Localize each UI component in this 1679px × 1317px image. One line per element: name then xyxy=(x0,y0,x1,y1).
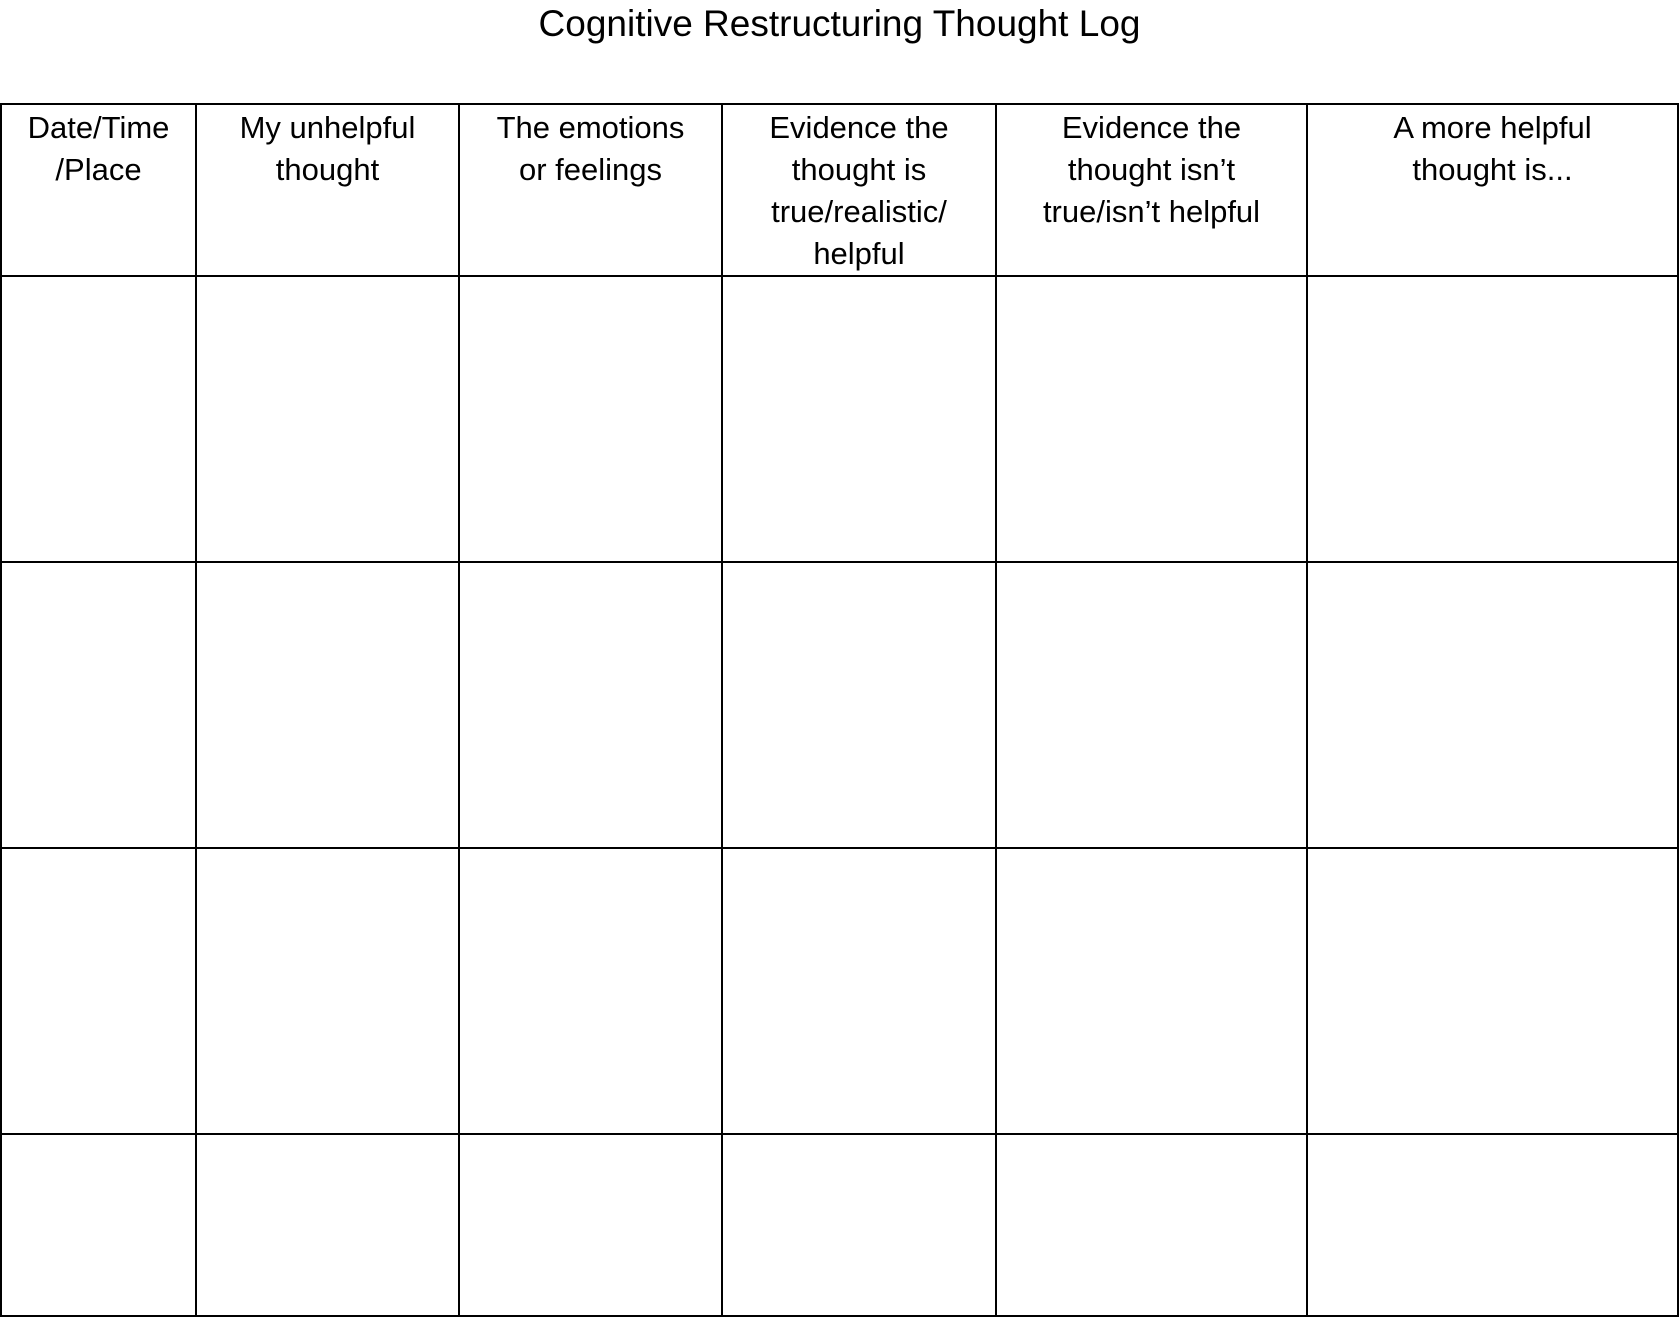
table-row xyxy=(1,276,1678,562)
cell-emotions-feelings[interactable] xyxy=(459,848,722,1134)
cell-unhelpful-thought[interactable] xyxy=(196,1134,459,1316)
column-header-evidence-true: Evidence the thought is true/realistic/ helpful xyxy=(722,104,996,276)
cell-helpful-thought[interactable] xyxy=(1307,562,1678,848)
cell-evidence-true[interactable] xyxy=(722,848,996,1134)
cell-date-time-place[interactable] xyxy=(1,276,196,562)
cell-date-time-place[interactable] xyxy=(1,562,196,848)
column-header-evidence-not-true: Evidence the thought isn’t true/isn’t helpful xyxy=(996,104,1307,276)
cell-evidence-not-true[interactable] xyxy=(996,562,1307,848)
cell-emotions-feelings[interactable] xyxy=(459,1134,722,1316)
thought-log-table xyxy=(0,103,1679,1317)
page-title: Cognitive Restructuring Thought Log xyxy=(538,3,1141,44)
cell-date-time-place[interactable] xyxy=(1,848,196,1134)
table-row xyxy=(1,1134,1678,1316)
header-row xyxy=(1,104,1678,276)
cell-evidence-true[interactable] xyxy=(722,1134,996,1316)
cell-evidence-true[interactable] xyxy=(722,562,996,848)
table-row xyxy=(1,562,1678,848)
table-row xyxy=(1,848,1678,1134)
cell-evidence-not-true[interactable] xyxy=(996,276,1307,562)
cell-emotions-feelings[interactable] xyxy=(459,276,722,562)
cell-evidence-true[interactable] xyxy=(722,276,996,562)
cell-unhelpful-thought[interactable] xyxy=(196,276,459,562)
cell-helpful-thought[interactable] xyxy=(1307,1134,1678,1316)
column-header-unhelpful-thought: My unhelpful thought xyxy=(196,104,459,276)
column-header-emotions-feelings: The emotions or feelings xyxy=(459,104,722,276)
cell-date-time-place[interactable] xyxy=(1,1134,196,1316)
column-header-date-time-place: Date/Time /Place xyxy=(1,104,196,276)
cell-emotions-feelings[interactable] xyxy=(459,562,722,848)
cell-unhelpful-thought[interactable] xyxy=(196,562,459,848)
cell-unhelpful-thought[interactable] xyxy=(196,848,459,1134)
cell-helpful-thought[interactable] xyxy=(1307,276,1678,562)
column-header-helpful-thought: A more helpful thought is... xyxy=(1307,104,1678,276)
cell-evidence-not-true[interactable] xyxy=(996,1134,1307,1316)
cell-helpful-thought[interactable] xyxy=(1307,848,1678,1134)
cell-evidence-not-true[interactable] xyxy=(996,848,1307,1134)
